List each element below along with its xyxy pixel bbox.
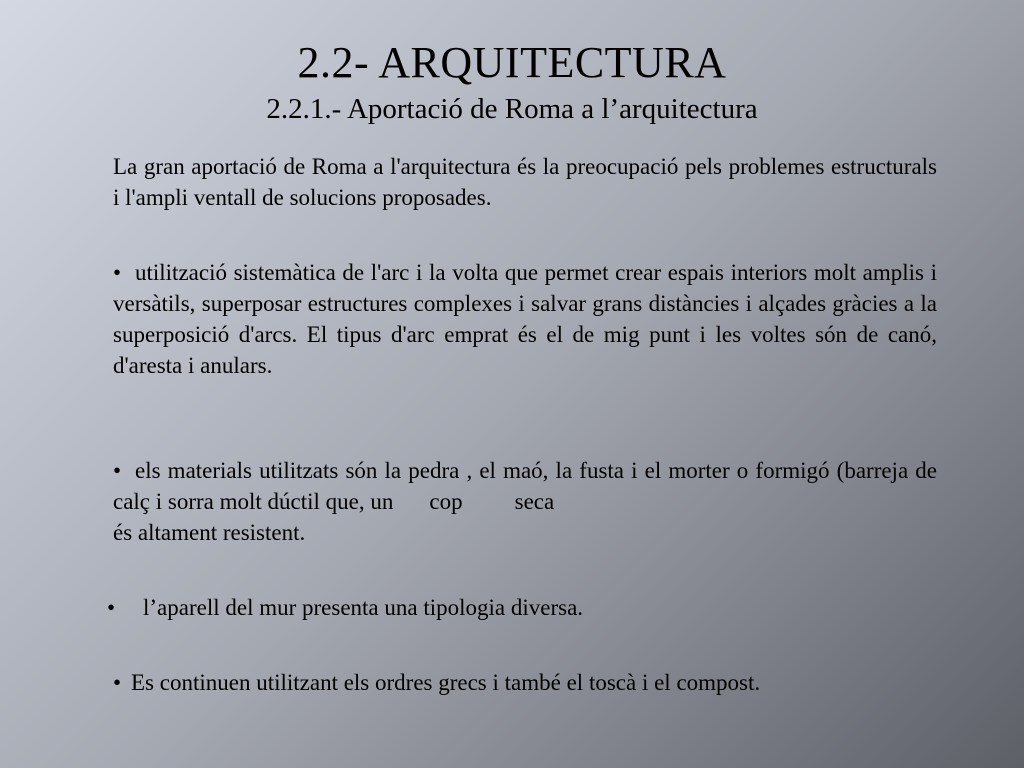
- slide-title: 2.2- ARQUITECTURA: [297, 38, 727, 87]
- bullet-point-materials: [113, 455, 937, 548]
- bullet-icon: •: [113, 260, 122, 285]
- slide-subtitle: 2.2.1.- Aportació de Roma a l’arquitectura: [266, 93, 758, 125]
- bullet-icon: •: [113, 670, 122, 695]
- bullet-point-arches: [113, 257, 937, 381]
- bullet-text: utilització sistemàtica de l'arc i la volta que permet crear espais interiors molt amplis i versàtils, superposar estructures complexes i salvar grans distàncies i alçades gràcies a la superposició d'arcs. El tipus d'arc emprat és el de mig punt i les voltes són de canó, d'aresta i anulars.: [113, 260, 937, 378]
- bullet-text-word: seca: [514, 489, 555, 514]
- bullet-text: Es continuen utilitzant els ordres grecs i també el toscà i el compost.: [131, 670, 761, 695]
- bullet-point-wall: [107, 592, 937, 623]
- bullet-text-tail: és altament resistent.: [113, 520, 306, 545]
- bullet-text: els materials utilitzats són la pedra , el maó, la fusta i el morter o formigó (barreja de calç i sorra molt dúctil que, un: [113, 458, 937, 514]
- bullet-text-word: cop: [429, 489, 463, 514]
- intro-paragraph: La gran aportació de Roma a l'arquitectura és la preocupació pels problemes estructurals i l'ampli ventall de solucions proposades.: [113, 154, 937, 210]
- bullet-point-orders: [113, 667, 937, 698]
- bullet-text: l’aparell del mur presenta una tipologia diversa.: [143, 595, 584, 620]
- bullet-icon: •: [113, 458, 122, 483]
- bullet-icon: •: [107, 595, 116, 620]
